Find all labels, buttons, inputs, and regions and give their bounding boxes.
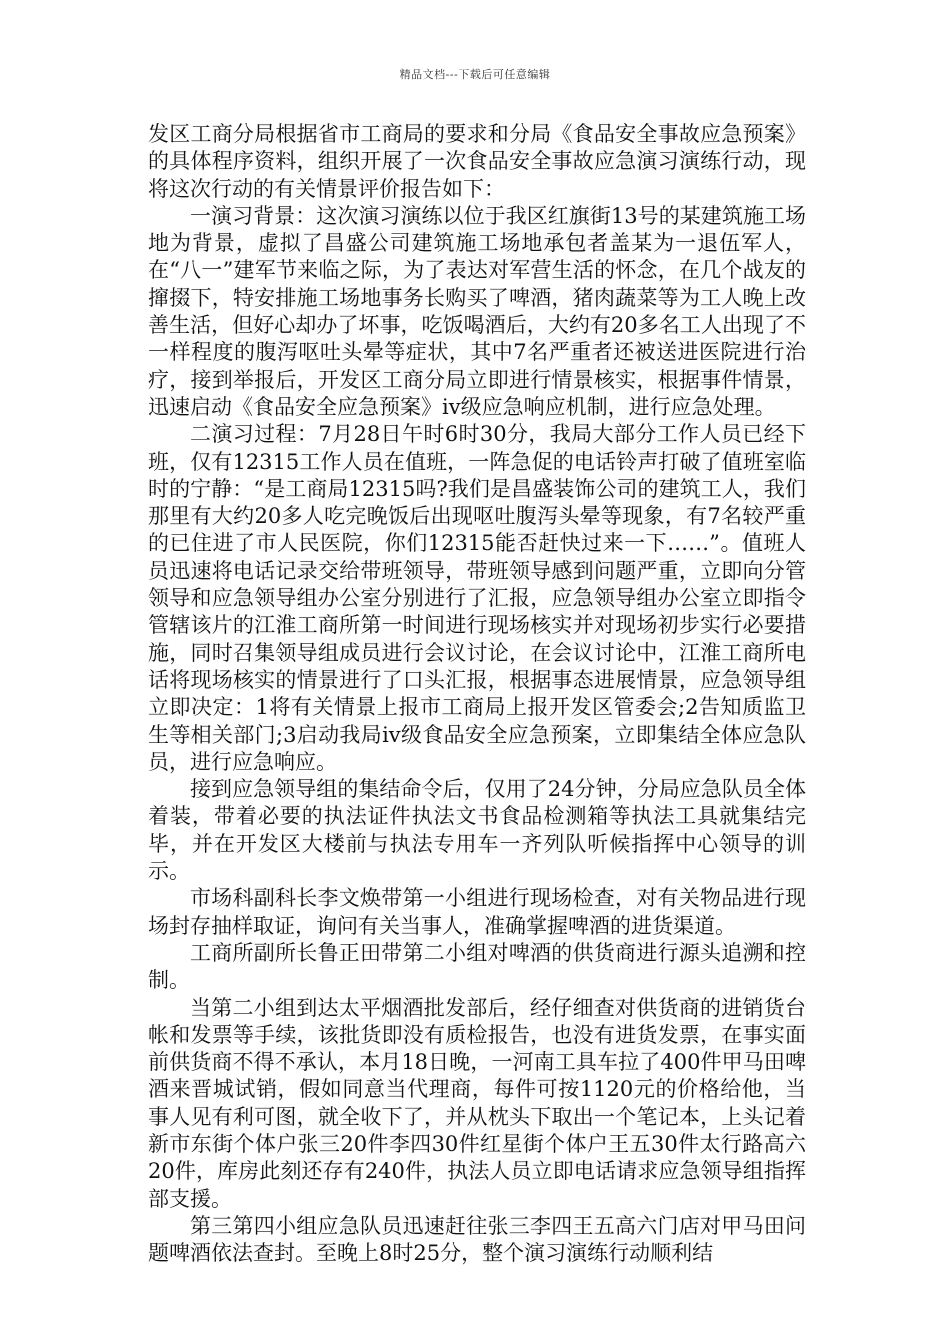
paragraph-groups-three-four: 第三第四小组应急队员迅速赶往张三李四王五高六门店对甲马田问题啤酒依法查封。至晚上8时25分，整个演习演练行动顺利结 — [148, 1213, 806, 1266]
document-body — [148, 121, 806, 1267]
paragraph-supplier-check: 当第二小组到达太平烟酒批发部后，经仔细查对供货商的进销货台帐和发票等手续，该批货即没有质检报告，也没有进货发票，在事实面前供货商不得不承认，本月18日晚，一河南工具车拉了400件甲马田啤酒来晋城试销，假如同意当代理商，每件可按1120元的价格给他，当事人见有利可图，就全收下了，并从枕头下取出一个笔记本，上头记着新市东街个体户张三20件李四30件红星街个体户王五30件太行路高六20件，库房此刻还存有240件，执法人员立即电话请求应急领导组指挥部支援。 — [148, 995, 806, 1211]
paragraph-process: 二演习过程：7月28日午时6时30分，我局大部分工作人员已经下班，仅有12315工作人员在值班，一阵急促的电话铃声打破了值班室临时的宁静：“是工商局12315吗?我们是昌盛装饰公司的建筑工人，我们那里有大约20多人吃完晚饭后出现呕吐腹泻头晕等现象，有7名较严重的已住进了市人民医院，你们12315能否赶快过来一下……”。值班人员迅速将电话记录交给带班领导，带班领导感到问题严重，立即向分管领导和应急领导组办公室分别进行了汇报，应急领导组办公室立即指令管辖该片的江淮工商所第一时间进行现场核实并对现场初步实行必要措施，同时召集领导组成员进行会议讨论，在会议讨论中，江淮工商所电话将现场核实的情景进行了口头汇报，根据事态进展情景，应急领导组立即决定：1将有关情景上报市工商局上报开发区管委会;2告知质监卫生等相关部门;3启动我局iv级食品安全应急预案，立即集结全体应急队员，进行应急响应。 — [148, 422, 806, 774]
paragraph-assembly: 接到应急领导组的集结命令后，仅用了24分钟，分局应急队员全体着装，带着必要的执法证件执法文书食品检测箱等执法工具就集结完毕，并在开发区大楼前与执法专用车一齐列队听候指挥中心领导的训示。 — [148, 777, 806, 884]
paragraph-group-two: 工商所副所长鲁正田带第二小组对啤酒的供货商进行源头追溯和控制。 — [148, 940, 806, 993]
page-header: 精品文档---下载后可任意编辑 — [399, 68, 551, 81]
paragraph-group-one: 市场科副科长李文焕带第一小组进行现场检查，对有关物品进行现场封存抽样取证，询问有关当事人，准确掌握啤酒的进货渠道。 — [148, 886, 806, 938]
paragraph-intro: 发区工商分局根据省市工商局的要求和分局《食品安全事故应急预案》的具体程序资料，组织开展了一次食品安全事故应急演习演练行动，现将这次行动的有关情景评价报告如下： — [148, 122, 806, 201]
paragraph-background: 一演习背景：这次演习演练以位于我区红旗街13号的某建筑施工场地为背景，虚拟了昌盛公司建筑施工场地承包者盖某为一退伍军人，在“八一”建军节来临之际，为了表达对军营生活的怀念，在几个战友的撺掇下，特安排施工场地事务长购买了啤酒，猪肉蔬菜等为工人晚上改善生活，但好心却办了坏事，吃饭喝酒后，大约有20多名工人出现了不一样程度的腹泻呕吐头晕等症状，其中7名严重者还被送进医院进行治疗，接到举报后，开发区工商分局立即进行情景核实，根据事件情景，迅速启动《食品安全应急预案》iv级应急响应机制，进行应急处理。 — [148, 203, 806, 419]
